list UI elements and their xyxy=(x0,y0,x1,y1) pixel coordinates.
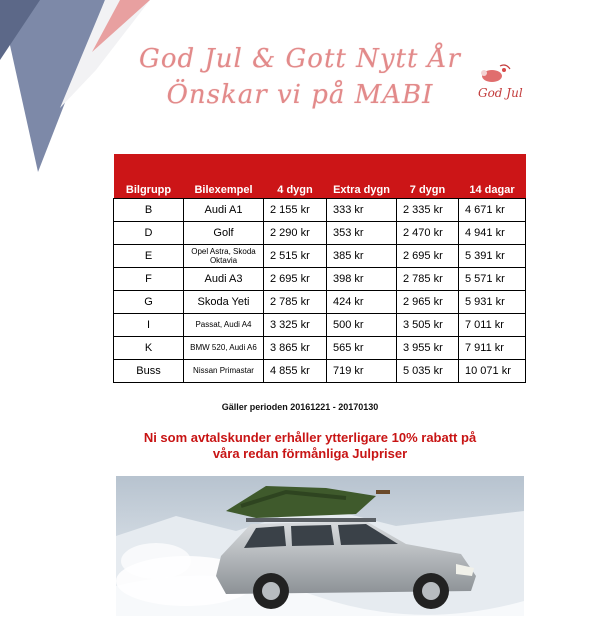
cell-7-dygn: 3 505 kr xyxy=(397,314,459,337)
cell-7-dygn: 2 965 kr xyxy=(397,291,459,314)
greeting-line-2: Önskar vi på MABI xyxy=(166,80,434,110)
cell-4-dygn: 4 855 kr xyxy=(264,360,327,383)
cell-4-dygn: 2 785 kr xyxy=(264,291,327,314)
cell-group: K xyxy=(114,337,184,360)
cell-example: Opel Astra, Skoda Oktavia xyxy=(184,245,264,268)
cell-7-dygn: 2 335 kr xyxy=(397,199,459,222)
cell-14-dagar: 4 671 kr xyxy=(459,199,526,222)
table-row xyxy=(114,337,526,360)
header-bilexempel: Bilexempel xyxy=(184,154,264,199)
cell-extra-dygn: 333 kr xyxy=(327,199,397,222)
cell-extra-dygn: 719 kr xyxy=(327,360,397,383)
table-row xyxy=(114,222,526,245)
table-row xyxy=(114,314,526,337)
price-table xyxy=(113,154,526,383)
cell-extra-dygn: 565 kr xyxy=(327,337,397,360)
cell-4-dygn: 2 695 kr xyxy=(264,268,327,291)
logo-text: God Jul xyxy=(478,86,523,100)
cell-extra-dygn: 398 kr xyxy=(327,268,397,291)
cell-example: Audi A3 xyxy=(184,268,264,291)
header-bilgrupp: Bilgrupp xyxy=(114,154,184,199)
cell-extra-dygn: 353 kr xyxy=(327,222,397,245)
cell-group: Buss xyxy=(114,360,184,383)
header-4-dygn: 4 dygn xyxy=(264,154,327,199)
cell-example: BMW 520, Audi A6 xyxy=(184,337,264,360)
discount-line-1: Ni som avtalskunder erhåller ytterligare 10% rabatt på xyxy=(143,430,477,445)
cell-7-dygn: 2 785 kr xyxy=(397,268,459,291)
cell-14-dagar: 10 071 kr xyxy=(459,360,526,383)
greeting-line-1: God Jul & Gott Nytt År xyxy=(139,44,461,74)
cell-7-dygn: 5 035 kr xyxy=(397,360,459,383)
cell-group: I xyxy=(114,314,184,337)
cell-14-dagar: 7 011 kr xyxy=(459,314,526,337)
cell-extra-dygn: 385 kr xyxy=(327,245,397,268)
cell-7-dygn: 3 955 kr xyxy=(397,337,459,360)
discount-line-2: våra redan förmånliga Julpriser xyxy=(212,446,408,461)
cell-14-dagar: 5 391 kr xyxy=(459,245,526,268)
table-header-row xyxy=(114,154,526,199)
cell-4-dygn: 2 290 kr xyxy=(264,222,327,245)
validity-period: Gäller perioden 20161221 - 20170130 xyxy=(221,402,379,412)
table-row xyxy=(114,245,526,268)
header-14-dagar: 14 dagar xyxy=(459,154,526,199)
header-7-dygn: 7 dygn xyxy=(397,154,459,199)
header-extra-dygn: Extra dygn xyxy=(327,154,397,199)
cell-14-dagar: 7 911 kr xyxy=(459,337,526,360)
cell-extra-dygn: 424 kr xyxy=(327,291,397,314)
cell-group: D xyxy=(114,222,184,245)
table-row xyxy=(114,291,526,314)
cell-example: Golf xyxy=(184,222,264,245)
cell-example: Passat, Audi A4 xyxy=(184,314,264,337)
cell-example: Audi A1 xyxy=(184,199,264,222)
cell-group: F xyxy=(114,268,184,291)
cell-example: Nissan Primastar xyxy=(184,360,264,383)
cell-4-dygn: 2 515 kr xyxy=(264,245,327,268)
cell-14-dagar: 5 571 kr xyxy=(459,268,526,291)
cell-7-dygn: 2 695 kr xyxy=(397,245,459,268)
discount-notice xyxy=(100,430,520,462)
table-row xyxy=(114,360,526,383)
cell-group: G xyxy=(114,291,184,314)
table-row xyxy=(114,268,526,291)
cell-7-dygn: 2 470 kr xyxy=(397,222,459,245)
cell-example: Skoda Yeti xyxy=(184,291,264,314)
car-with-christmas-tree-image xyxy=(116,476,524,616)
cell-4-dygn: 3 325 kr xyxy=(264,314,327,337)
table-row xyxy=(114,199,526,222)
cell-group: B xyxy=(114,199,184,222)
cell-14-dagar: 4 941 kr xyxy=(459,222,526,245)
cell-extra-dygn: 500 kr xyxy=(327,314,397,337)
cell-14-dagar: 5 931 kr xyxy=(459,291,526,314)
cell-group: E xyxy=(114,245,184,268)
cell-4-dygn: 3 865 kr xyxy=(264,337,327,360)
cell-4-dygn: 2 155 kr xyxy=(264,199,327,222)
